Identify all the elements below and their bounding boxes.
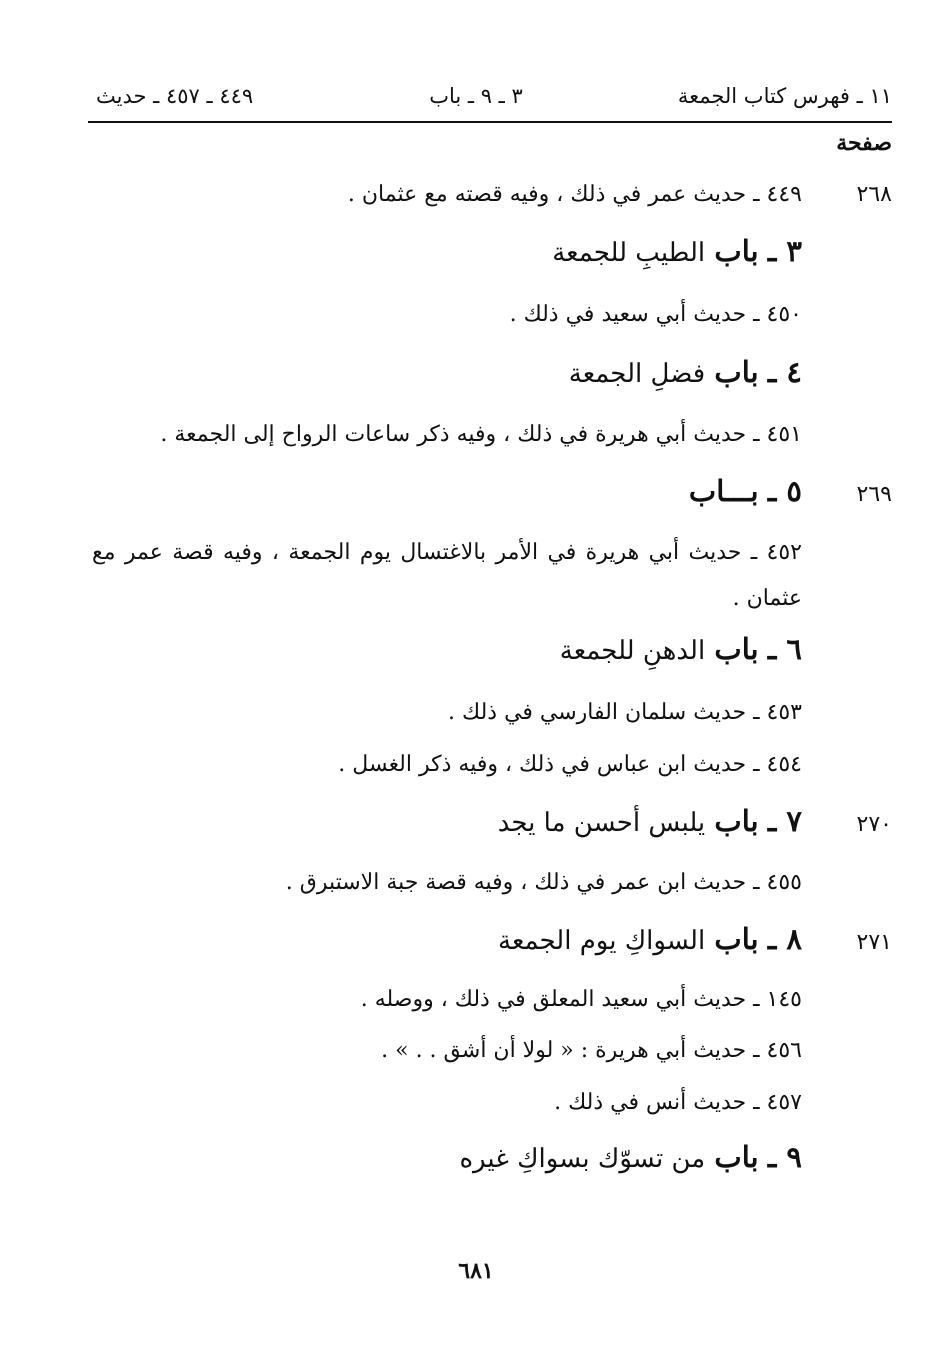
chapter-title: الدهنِ للجمعة xyxy=(559,636,706,666)
chapter-number: ٤ ـ xyxy=(767,355,802,389)
chapter-heading xyxy=(560,632,802,666)
chapter-heading xyxy=(689,474,802,508)
chapter-number: ٣ ـ xyxy=(767,234,802,268)
chapter-bab: باب xyxy=(714,804,759,838)
hadith-entry: ٤٥١ ـ حديث أبي هريرة في ذلك ، وفيه ذكر ساعات الرواح إلى الجمعة . xyxy=(160,422,802,447)
chapter-number: ٦ ـ xyxy=(767,632,802,666)
hadith-entry: ١٤٥ ـ حديث أبي سعيد المعلق في ذلك ، ووصله . xyxy=(360,987,802,1012)
chapter-title: من تسوّك بسواكِ غيره xyxy=(459,1144,706,1174)
running-header-right: ١١ ـ فهرس كتاب الجمعة xyxy=(677,84,892,108)
header-rule xyxy=(88,121,892,123)
chapter-title: يلبس أحسن ما يجد xyxy=(497,808,706,838)
hadith-entry: ٤٥٥ ـ حديث ابن عمر في ذلك ، وفيه قصة جبة الاستبرق . xyxy=(285,870,802,895)
page-ref: ٢٦٩ xyxy=(856,482,892,507)
chapter-title: السواكِ يوم الجمعة xyxy=(498,926,706,956)
running-header-center: ٣ ـ ٩ ـ باب xyxy=(429,84,523,108)
chapter-bab: بـــاب xyxy=(688,474,759,508)
page-ref: ٢٦٨ xyxy=(856,182,892,207)
chapter-number: ٥ ـ xyxy=(767,474,802,508)
chapter-heading xyxy=(498,804,802,838)
chapter-heading xyxy=(552,234,802,268)
chapter-heading xyxy=(498,922,802,956)
chapter-number: ٨ ـ xyxy=(767,922,802,956)
hadith-entry: ٤٥٢ ـ حديث أبي هريرة في الأمر بالاغتسال يوم الجمعة ، وفيه قصة عمر مع عثمان . xyxy=(92,540,802,611)
hadith-entry: ٤٥٣ ـ حديث سلمان الفارسي في ذلك . xyxy=(448,700,802,725)
chapter-bab: باب xyxy=(714,1140,759,1174)
chapter-heading xyxy=(569,355,802,389)
running-header-left: ٤٤٩ ـ ٤٥٧ ـ حديث xyxy=(96,84,254,108)
page-ref: ٢٧٠ xyxy=(856,812,892,837)
hadith-entry: ٤٥٠ ـ حديث أبي سعيد في ذلك . xyxy=(509,302,802,327)
chapter-bab: باب xyxy=(714,355,759,389)
hadith-entry: ٤٥٦ ـ حديث أبي هريرة : « لولا أن أشق . . » . xyxy=(381,1038,802,1063)
chapter-number: ٩ ـ xyxy=(767,1140,802,1174)
page-column-label: صفحة xyxy=(836,130,892,156)
page-ref: ٢٧١ xyxy=(856,930,892,955)
hadith-entry: ٤٥٤ ـ حديث ابن عباس في ذلك ، وفيه ذكر الغسل . xyxy=(338,752,802,777)
chapter-number: ٧ ـ xyxy=(767,804,802,838)
hadith-entry: ٤٥٧ ـ حديث أنس في ذلك . xyxy=(554,1090,802,1115)
chapter-title: الطيبِ للجمعة xyxy=(552,238,706,268)
chapter-bab: باب xyxy=(714,922,759,956)
hadith-entry: ٤٤٩ ـ حديث عمر في ذلك ، وفيه قصته مع عثمان . xyxy=(347,182,802,207)
chapter-bab: باب xyxy=(714,234,759,268)
chapter-title: فضلِ الجمعة xyxy=(568,359,706,389)
chapter-heading xyxy=(459,1140,802,1174)
chapter-bab: باب xyxy=(714,632,759,666)
page-number: ٦٨١ xyxy=(458,1258,494,1284)
